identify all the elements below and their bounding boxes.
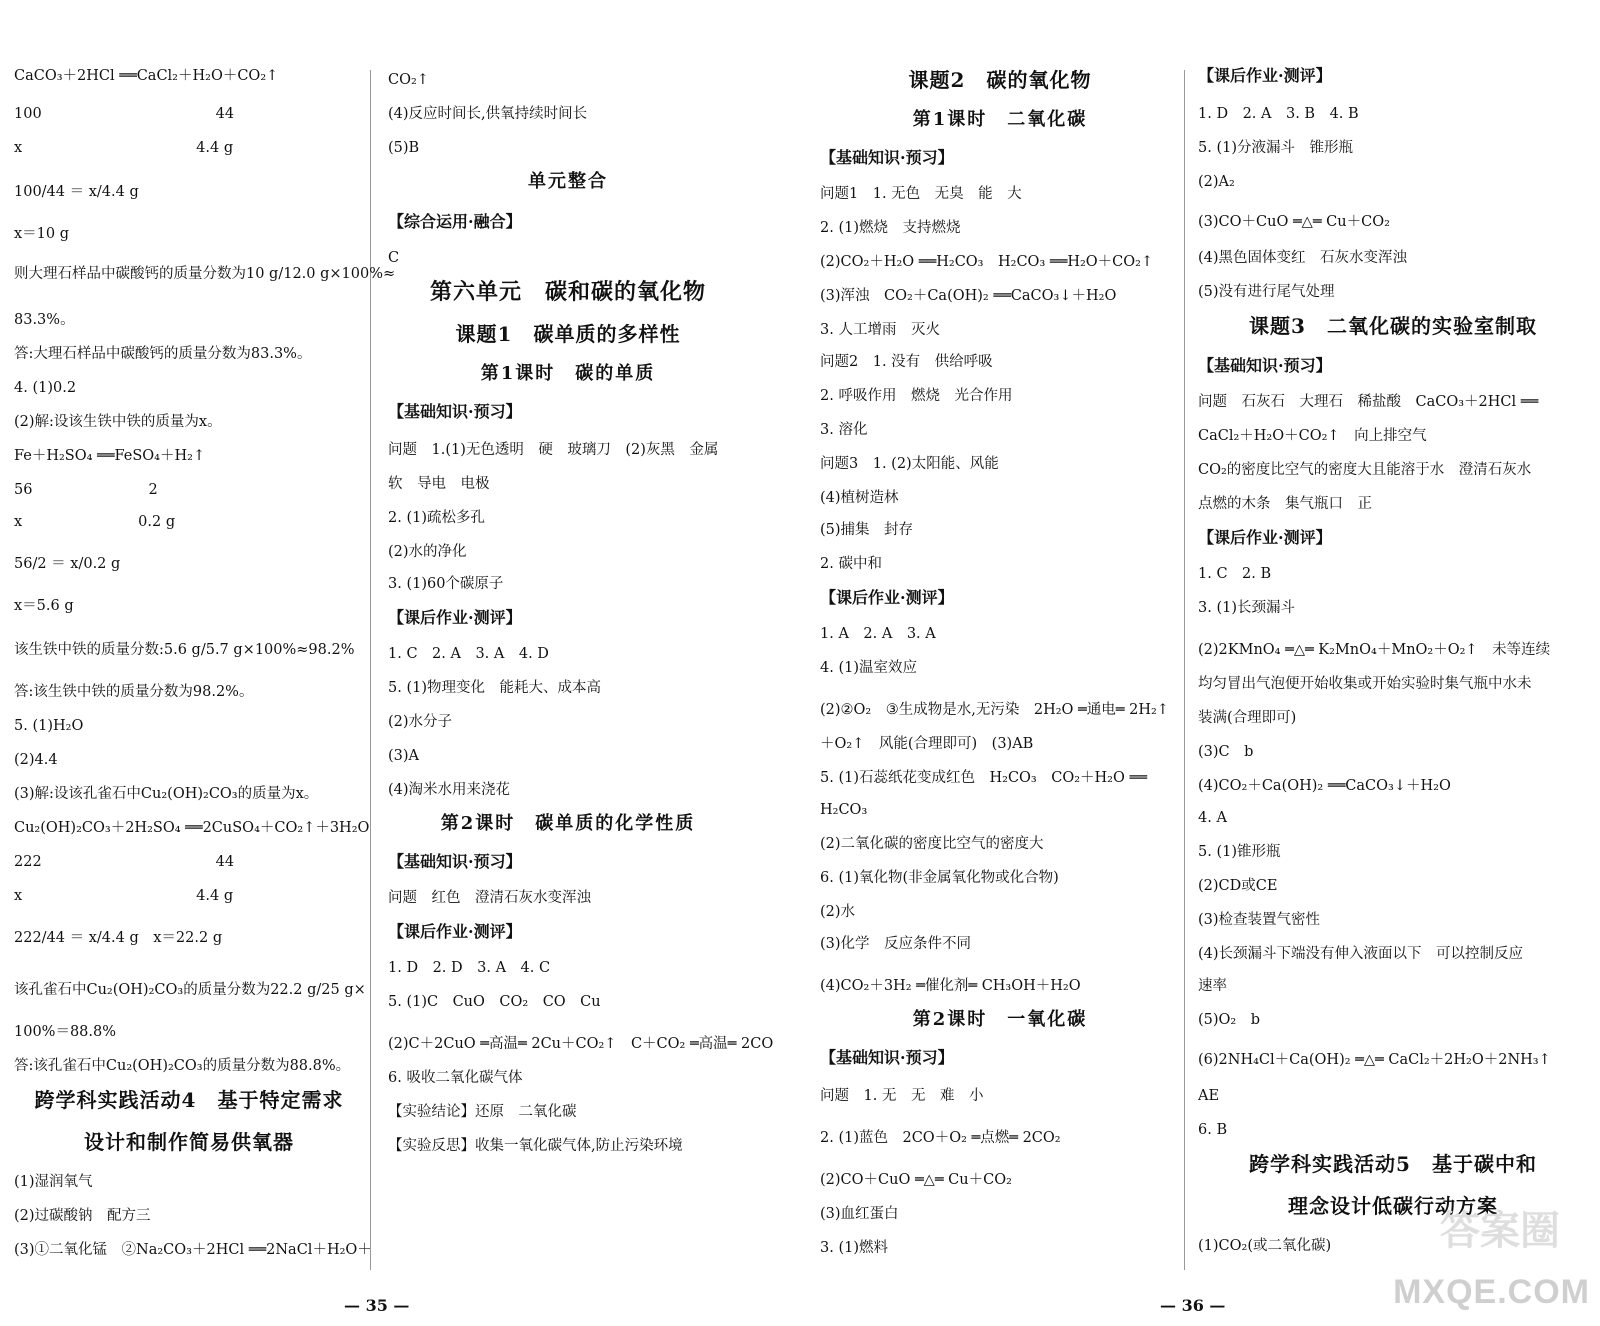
watermark-logo: 答案圈 xyxy=(1440,1209,1560,1253)
text-line: Fe＋H₂SO₄ ══FeSO₄＋H₂↑ xyxy=(14,448,206,464)
text-line: 5. (1)分液漏斗 锥形瓶 xyxy=(1198,140,1353,156)
text-line: (4)反应时间长,供氧持续时间长 xyxy=(388,106,588,122)
text-line: 问题 红色 澄清石灰水变浑浊 xyxy=(388,890,591,906)
bracket-heading: 【课后作业·测评】 xyxy=(388,922,522,941)
section-heading: 理念设计低碳行动方案 xyxy=(1288,1194,1498,1218)
text-line: (3)解:设该孔雀石中Cu₂(OH)₂CO₃的质量为x。 xyxy=(14,786,319,802)
text-line: 5. (1)石蕊纸花变成红色 H₂CO₃ CO₂＋H₂O ══ xyxy=(820,770,1147,786)
text-line: 问题 1. 无 无 难 小 xyxy=(820,1088,984,1104)
text-line: x＝5.6 g xyxy=(14,598,74,614)
text-line: (5)没有进行尾气处理 xyxy=(1198,284,1335,300)
text-line: 1. A 2. A 3. A xyxy=(820,626,936,642)
text-line: AE xyxy=(1198,1088,1220,1104)
lesson-title: 第1课时 碳的单质 xyxy=(480,363,656,384)
text-line: (2)②O₂ ③生成物是水,无污染 2H₂O ═通电═ 2H₂↑ xyxy=(820,702,1169,718)
text-line: (3)浑浊 CO₂＋Ca(OH)₂ ══CaCO₃↓＋H₂O xyxy=(820,288,1117,304)
text-line: (2)CO＋CuO ═△═ Cu＋CO₂ xyxy=(820,1172,1012,1188)
bracket-heading: 【课后作业·测评】 xyxy=(1198,66,1332,85)
text-line: (2)CD或CE xyxy=(1198,878,1278,894)
text-line: 4. A xyxy=(1198,810,1227,826)
text-line: C xyxy=(388,250,400,266)
text-line: (3)C b xyxy=(1198,744,1254,760)
text-line: 答:大理石样品中碳酸钙的质量分数为83.3%。 xyxy=(14,346,312,362)
text-line: 6. 吸收二氧化碳气体 xyxy=(388,1070,523,1086)
text-line: 5. (1)锥形瓶 xyxy=(1198,844,1281,860)
text-line: 100%＝88.8% xyxy=(14,1024,117,1040)
text-line: 软 导电 电极 xyxy=(388,476,490,492)
text-line: CaCl₂＋H₂O＋CO₂↑ 向上排空气 xyxy=(1198,428,1427,444)
text-line: 速率 xyxy=(1198,978,1227,994)
text-line: (2)水的净化 xyxy=(388,544,467,560)
page-number: — 36 — xyxy=(1160,1296,1226,1315)
section-heading: 跨学科实践活动4 基于特定需求 xyxy=(34,1088,344,1112)
text-line: 问题 1.(1)无色透明 硬 玻璃刀 (2)灰黑 金属 xyxy=(388,442,719,458)
text-line: Cu₂(OH)₂CO₃＋2H₂SO₄ ══2CuSO₄＋CO₂↑＋3H₂O xyxy=(14,820,370,836)
text-line: 【实验反思】收集一氧化碳气体,防止污染环境 xyxy=(388,1138,683,1154)
text-line: 5. (1)C CuO CO₂ CO Cu xyxy=(388,994,601,1010)
text-line: 1. C 2. A 3. A 4. D xyxy=(388,646,549,662)
text-line: 3. (1)长颈漏斗 xyxy=(1198,600,1295,616)
left-page xyxy=(0,0,780,1326)
bracket-heading: 【综合运用·融合】 xyxy=(388,212,522,231)
page-number: — 35 — xyxy=(344,1296,410,1315)
text-line: (5)捕集 封存 xyxy=(820,522,914,538)
bracket-heading: 【课后作业·测评】 xyxy=(820,588,954,607)
text-line: CO₂↑ xyxy=(388,72,429,88)
text-line: (4)长颈漏斗下端没有伸入液面以下 可以控制反应 xyxy=(1198,946,1524,962)
text-line: 1. D 2. D 3. A 4. C xyxy=(388,960,551,976)
text-line: 答:该孔雀石中Cu₂(OH)₂CO₃的质量分数为88.8%。 xyxy=(14,1058,351,1074)
bracket-heading: 【基础知识·预习】 xyxy=(820,148,954,167)
text-line: x 4.4 g xyxy=(14,888,234,904)
text-line: (3)CO＋CuO ═△═ Cu＋CO₂ xyxy=(1198,214,1390,230)
text-line: 83.3%。 xyxy=(14,312,75,328)
section-heading: 跨学科实践活动5 基于碳中和 xyxy=(1249,1152,1537,1176)
lesson-title: 第1课时 二氧化碳 xyxy=(912,109,1088,130)
text-line: 3. (1)燃料 xyxy=(820,1240,888,1256)
text-line: 3. 人工增雨 灭火 xyxy=(820,322,940,338)
bracket-heading: 【基础知识·预习】 xyxy=(388,852,522,871)
text-line: (4)CO₂＋Ca(OH)₂ ══CaCO₃↓＋H₂O xyxy=(1198,778,1451,794)
text-line: (2)2KMnO₄ ═△═ K₂MnO₄＋MnO₂＋O₂↑ 未等连续 xyxy=(1198,642,1551,658)
fraction-line: 56/2 ＝ x/0.2 g xyxy=(14,556,121,572)
text-line: (4)CO₂＋3H₂ ═催化剂═ CH₃OH＋H₂O xyxy=(820,978,1081,994)
section-heading: 单元整合 xyxy=(528,171,608,192)
text-line: 答:该生铁中铁的质量分数为98.2%。 xyxy=(14,684,254,700)
text-line: 2. (1)燃烧 支持燃烧 xyxy=(820,220,961,236)
text-line: 2. 呼吸作用 燃烧 光合作用 xyxy=(820,388,1013,404)
text-line: x 0.2 g xyxy=(14,514,176,530)
fraction-line: 100/44 ＝ x/4.4 g xyxy=(14,184,139,200)
text-line: 点燃的木条 集气瓶口 正 xyxy=(1198,496,1372,512)
text-line: 5. (1)物理变化 能耗大、成本高 xyxy=(388,680,601,696)
text-line: (3)A xyxy=(388,748,420,764)
text-line: (2)C＋2CuO ═高温═ 2Cu＋CO₂↑ C＋CO₂ ═高温═ 2CO xyxy=(388,1036,774,1052)
text-line: 问题2 1. 没有 供给呼吸 xyxy=(820,354,993,370)
text-line: 5. (1)H₂O xyxy=(14,718,84,734)
text-line: 2. 碳中和 xyxy=(820,556,882,572)
text-line: (2)解:设该生铁中铁的质量为x。 xyxy=(14,414,222,430)
text-line: 2. (1)疏松多孔 xyxy=(388,510,485,526)
text-line: 1. D 2. A 3. B 4. B xyxy=(1198,106,1359,122)
section-heading: 设计和制作简易供氧器 xyxy=(84,1130,294,1154)
text-line: ＋O₂↑ 风能(合理即可) (3)AB xyxy=(820,736,1034,752)
lesson-title: 第2课时 碳单质的化学性质 xyxy=(440,813,696,834)
text-line: (3)①二氧化锰 ②Na₂CO₃＋2HCl ══2NaCl＋H₂O＋ xyxy=(14,1242,372,1258)
text-line: H₂CO₃ xyxy=(820,802,868,818)
text-line: (6)2NH₄Cl＋Ca(OH)₂ ═△═ CaCl₂＋2H₂O＋2NH₃↑ xyxy=(1198,1052,1551,1068)
unit-title: 第六单元 碳和碳的氧化物 xyxy=(429,279,706,305)
text-line: (5)O₂ b xyxy=(1198,1012,1261,1028)
text-line: (2)二氧化碳的密度比空气的密度大 xyxy=(820,836,1044,852)
text-line: 56 2 xyxy=(14,482,158,498)
column-divider xyxy=(1184,70,1185,1270)
text-line: (3)检查装置气密性 xyxy=(1198,912,1321,928)
topic-title: 课题2 碳的氧化物 xyxy=(908,68,1092,92)
text-line: 该生铁中铁的质量分数:5.6 g/5.7 g×100%≈98.2% xyxy=(14,642,355,658)
text-line: 该孔雀石中Cu₂(OH)₂CO₃的质量分数为22.2 g/25 g× xyxy=(14,982,366,998)
fraction-line: 222/44 ＝ x/4.4 g x＝22.2 g xyxy=(14,930,223,946)
text-line: (2)CO₂＋H₂O ══H₂CO₃ H₂CO₃ ══H₂O＋CO₂↑ xyxy=(820,254,1154,270)
text-line: 4. (1)0.2 xyxy=(14,380,77,396)
text-line: x＝10 g xyxy=(14,226,70,242)
text-line: (2)A₂ xyxy=(1198,174,1235,190)
column-divider xyxy=(370,70,371,1270)
bracket-heading: 【基础知识·预习】 xyxy=(388,402,522,421)
text-line: 均匀冒出气泡便开始收集或开始实验时集气瓶中水未 xyxy=(1198,676,1532,692)
text-line: 4. (1)温室效应 xyxy=(820,660,917,676)
text-line: x 4.4 g xyxy=(14,140,234,156)
watermark: MXQE.COM xyxy=(1393,1273,1590,1311)
text-line: (3)化学 反应条件不同 xyxy=(820,936,972,952)
text-line: 2. (1)蓝色 2CO＋O₂ ═点燃═ 2CO₂ xyxy=(820,1130,1061,1146)
text-line: 问题 石灰石 大理石 稀盐酸 CaCO₃＋2HCl ══ xyxy=(1198,394,1539,410)
bracket-heading: 【基础知识·预习】 xyxy=(1198,356,1332,375)
text-line: (2)水分子 xyxy=(388,714,453,730)
topic-title: 课题3 二氧化碳的实验室制取 xyxy=(1249,314,1537,338)
text-line: 1. C 2. B xyxy=(1198,566,1272,582)
text-line: CO₂的密度比空气的密度大且能溶于水 澄清石灰水 xyxy=(1198,462,1532,478)
text-line: (2)水 xyxy=(820,904,856,920)
text-line: (4)黑色固体变红 石灰水变浑浊 xyxy=(1198,250,1408,266)
text-line: 问题1 1. 无色 无臭 能 大 xyxy=(820,186,1022,202)
text-line: 222 44 xyxy=(14,854,235,870)
text-line: 则大理石样品中碳酸钙的质量分数为10 g/12.0 g×100%≈ xyxy=(14,266,396,282)
text-line: (3)血红蛋白 xyxy=(820,1206,899,1222)
text-line: (2)过碳酸钠 配方三 xyxy=(14,1208,151,1224)
text-line: 【实验结论】还原 二氧化碳 xyxy=(388,1104,577,1120)
text-line: 3. 溶化 xyxy=(820,422,868,438)
lesson-title: 第2课时 一氧化碳 xyxy=(912,1009,1088,1030)
text-line: (1)CO₂(或二氧化碳) xyxy=(1198,1238,1332,1254)
bracket-heading: 【课后作业·测评】 xyxy=(388,608,522,627)
text-line: (5)B xyxy=(388,140,420,156)
text-line: 装满(合理即可) xyxy=(1198,710,1297,726)
bracket-heading: 【课后作业·测评】 xyxy=(1198,528,1332,547)
text-line: 问题3 1. (2)太阳能、风能 xyxy=(820,456,999,472)
text-line: 3. (1)60个碳原子 xyxy=(388,576,504,592)
text-line: (4)植树造林 xyxy=(820,490,899,506)
text-line: (2)4.4 xyxy=(14,752,58,768)
text-line: CaCO₃＋2HCl ══CaCl₂＋H₂O＋CO₂↑ xyxy=(14,68,279,84)
text-line: 6. (1)氧化物(非金属氧化物或化合物) xyxy=(820,870,1059,886)
bracket-heading: 【基础知识·预习】 xyxy=(820,1048,954,1067)
right-page xyxy=(820,0,1600,1326)
topic-title: 课题1 碳单质的多样性 xyxy=(455,322,681,346)
text-line: 100 44 xyxy=(14,106,235,122)
text-line: (4)淘米水用来浇花 xyxy=(388,782,511,798)
text-line: (1)湿润氧气 xyxy=(14,1174,93,1190)
text-line: 6. B xyxy=(1198,1122,1228,1138)
